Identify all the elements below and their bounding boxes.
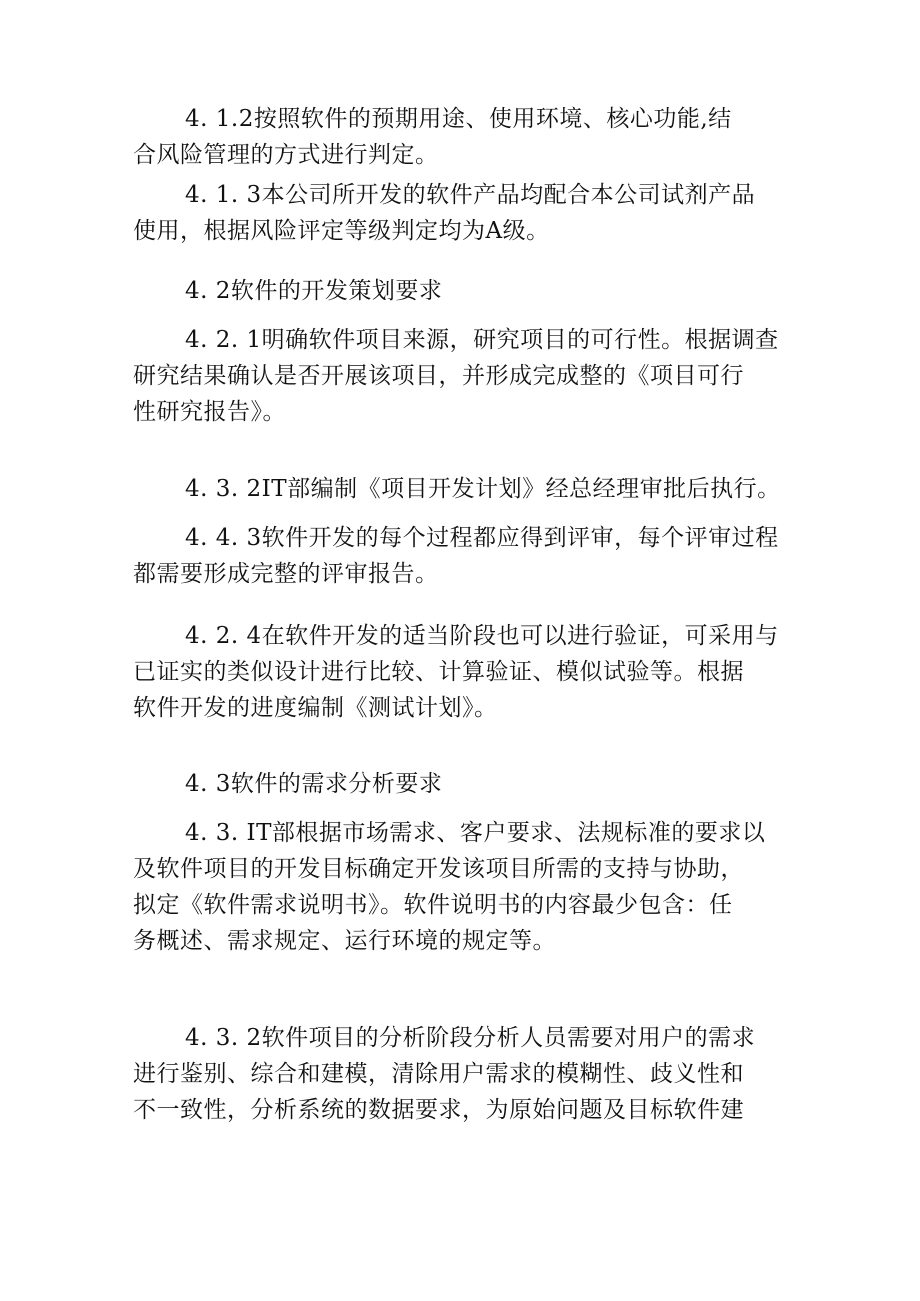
- text-line: 4. 4. 3软件开发的每个过程都应得到评审，每个评审过程: [185, 525, 779, 551]
- paragraph-4-4-3: [133, 520, 793, 592]
- text-line: 务概述、需求规定、运行环境的规定等。: [133, 928, 556, 954]
- text-line: 都需要形成完整的评审报告。: [133, 561, 439, 587]
- text-line: 性研究报告》。: [133, 399, 286, 425]
- text-line: 4. 3. 2软件项目的分析阶段分析人员需要对用户的需求: [185, 1025, 756, 1051]
- paragraph-4-2-4: [133, 618, 793, 726]
- text-line: 4. 1.2按照软件的预期用途、使用环境、核心功能,结: [185, 106, 732, 132]
- paragraph-4-3-2: [133, 471, 793, 507]
- heading-4-3: [133, 766, 793, 802]
- paragraph-4-3-1: [133, 815, 793, 959]
- text-line: 4. 3. IT部根据市场需求、客户要求、法规标准的要求以: [185, 820, 766, 846]
- paragraph-4-1-2: [133, 101, 793, 173]
- text-line: 4. 2软件的开发策划要求: [185, 278, 443, 304]
- paragraph-4-3-2-analysis: [133, 1020, 793, 1128]
- text-line: 拟定《软件需求说明书》。软件说明书的内容最少包含：任: [133, 892, 733, 918]
- text-line: 进行鉴别、综合和建模，清除用户需求的模糊性、歧义性和: [133, 1061, 744, 1087]
- text-line: 使用，根据风险评定等级判定均为A级。: [133, 218, 550, 244]
- text-line: 已证实的类似设计进行比较、计算验证、模似试验等。根据: [133, 659, 744, 685]
- paragraph-4-2-1: [133, 322, 793, 430]
- text-line: 4. 3软件的需求分析要求: [185, 771, 443, 797]
- text-line: 合风险管理的方式进行判定。: [133, 142, 439, 168]
- text-line: 研究结果确认是否开展该项目，并形成完成整的《项目可行: [133, 363, 744, 389]
- paragraph-4-1-3: [133, 177, 793, 249]
- text-line: 4. 3. 2IT部编制《项目开发计划》经总经理审批后执行。: [185, 476, 781, 502]
- text-line: 及软件项目的开发目标确定开发该项目所需的支持与协助，: [133, 856, 744, 882]
- text-line: 不一致性，分析系统的数据要求，为原始问题及目标软件建: [133, 1097, 744, 1123]
- text-line: 4. 1. 3本公司所开发的软件产品均配合本公司试剂产品: [185, 182, 756, 208]
- text-line: 软件开发的进度编制《测试计划》。: [133, 695, 498, 721]
- text-line: 4. 2. 1明确软件项目来源，研究项目的可行性。根据调查: [185, 327, 779, 353]
- heading-4-2: [133, 273, 793, 309]
- text-line: 4. 2. 4在软件开发的适当阶段也可以进行验证，可采用与: [185, 623, 779, 649]
